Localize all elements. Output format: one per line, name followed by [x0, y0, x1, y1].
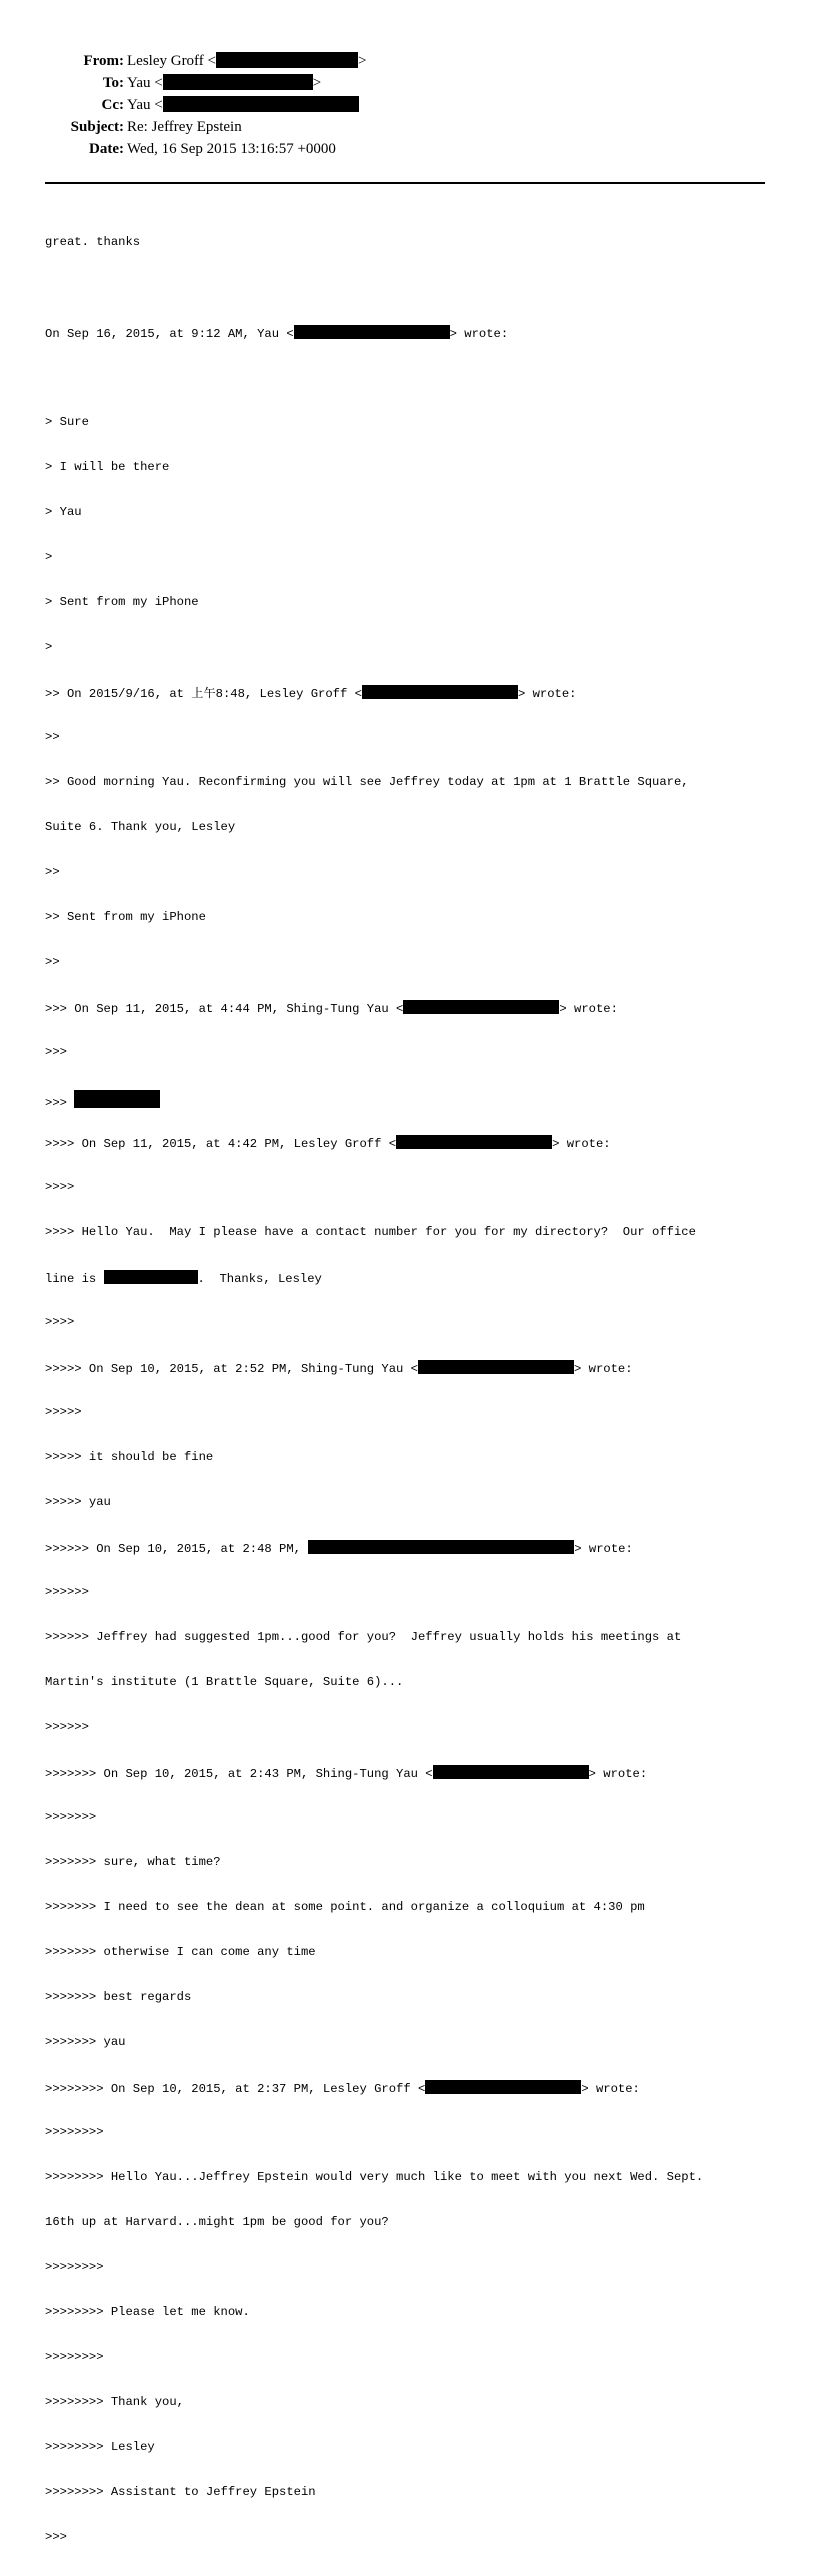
- body-line: line is . Thanks, Lesley: [45, 1272, 322, 1286]
- body-line: >>>>>>> I need to see the dean at some point. and organize a colloquium at 4:30 pm: [45, 1900, 645, 1914]
- to-label: To:: [102, 75, 124, 91]
- body-line: >>>>>>> On Sep 10, 2015, at 2:43 PM, Shing-Tung Yau < > wrote:: [45, 1767, 648, 1781]
- body-line: >>: [45, 730, 60, 744]
- cc-row: [0, 94, 816, 116]
- body-line: >>>>>>: [45, 1585, 89, 1599]
- body-line: >>: [45, 865, 60, 879]
- body-line: >>>>: [45, 1315, 75, 1329]
- body-line: >>>>>> On Sep 10, 2015, at 2:48 PM, > wrote:: [45, 1542, 633, 1556]
- body-line: >>>>>>> sure, what time?: [45, 1855, 221, 1869]
- body-line: [45, 280, 775, 295]
- redaction-bar: [163, 74, 313, 90]
- body-line: >>>>>>>> Thank you,: [45, 2395, 184, 2409]
- body-line: >>> On Sep 11, 2015, at 4:44 PM, Shing-Tung Yau < > wrote:: [45, 1002, 618, 1016]
- from-value: Lesley Groff < >: [127, 53, 367, 69]
- body-line: > Sure: [45, 415, 89, 429]
- body-line: >>>>>>>> Hello Yau...Jeffrey Epstein would very much like to meet with you next Wed. Sept.: [45, 2170, 704, 2184]
- body-line: >>>>>: [45, 1405, 82, 1419]
- cc-label: Cc:: [101, 97, 124, 113]
- body-line: 16th up at Harvard...might 1pm be good for you?: [45, 2215, 389, 2229]
- redaction-bar: [163, 96, 359, 112]
- redaction-bar: [104, 1270, 198, 1284]
- body-line: >>>>>>>: [45, 1810, 97, 1824]
- from-row: [0, 50, 816, 72]
- redaction-bar: [403, 1000, 559, 1014]
- redaction-bar: [294, 325, 450, 339]
- body-line: >> Good morning Yau. Reconfirming you will see Jeffrey today at 1pm at 1 Brattle Square,: [45, 775, 689, 789]
- date-label: Date:: [89, 141, 124, 157]
- to-value: Yau < >: [127, 75, 322, 91]
- body-line: >>: [45, 955, 60, 969]
- redaction-bar: [433, 1765, 589, 1779]
- date-row: [0, 138, 816, 160]
- redaction-bar: [418, 1360, 574, 1374]
- body-line: great. thanks: [45, 235, 141, 249]
- body-line: >>>: [45, 1090, 775, 1105]
- body-line: >>>: [45, 2530, 67, 2544]
- body-line: >>>>>>>>: [45, 2125, 104, 2139]
- body-line: >>>>>>>> On Sep 10, 2015, at 2:37 PM, Lesley Groff < > wrote:: [45, 2082, 640, 2096]
- email-header: [0, 50, 816, 160]
- body-line: >>>>: [45, 1180, 75, 1194]
- body-line: >>>>>>> yau: [45, 2035, 126, 2049]
- body-line: >: [45, 640, 53, 654]
- body-line: >>>>>>>>: [45, 2350, 104, 2364]
- from-label: From:: [83, 53, 124, 69]
- to-row: [0, 72, 816, 94]
- body-line: >>>> On Sep 11, 2015, at 4:42 PM, Lesley Groff < > wrote:: [45, 1137, 611, 1151]
- redaction-bar: [216, 52, 358, 68]
- body-line: >>>> Hello Yau. May I please have a contact number for you for my directory? Our office: [45, 1225, 696, 1239]
- header-divider: [45, 182, 765, 184]
- body-line: >> On 2015/9/16, at 上午8:48, Lesley Groff < > wrote:: [45, 687, 577, 701]
- body-line: >>>>>>>> Please let me know.: [45, 2305, 250, 2319]
- body-line: Suite 6. Thank you, Lesley: [45, 820, 236, 834]
- body-line: >: [45, 550, 53, 564]
- body-line: >> Sent from my iPhone: [45, 910, 206, 924]
- body-line: >>>>>>> best regards: [45, 1990, 192, 2004]
- body-line: >>>>>>>>: [45, 2260, 104, 2274]
- body-line: >>>>>>>> Lesley: [45, 2440, 155, 2454]
- body-line: >>>>>>>> Assistant to Jeffrey Epstein: [45, 2485, 316, 2499]
- body-line: >>>>>>> otherwise I can come any time: [45, 1945, 316, 1959]
- body-line: >>>: [45, 1045, 67, 1059]
- redaction-bar: [74, 1090, 160, 1108]
- date-value: Wed, 16 Sep 2015 13:16:57 +0000: [127, 141, 336, 157]
- redaction-bar: [396, 1135, 552, 1149]
- body-line: >>>>> it should be fine: [45, 1450, 214, 1464]
- body-line: Martin's institute (1 Brattle Square, Suite 6)...: [45, 1675, 404, 1689]
- body-line: >>>>>> Jeffrey had suggested 1pm...good for you? Jeffrey usually holds his meetings at: [45, 1630, 682, 1644]
- subject-value: Re: Jeffrey Epstein: [127, 119, 242, 135]
- body-line: On Sep 16, 2015, at 9:12 AM, Yau < > wrote:: [45, 327, 509, 341]
- redaction-bar: [362, 685, 518, 699]
- email-body: [45, 205, 775, 2560]
- cc-value: Yau <: [127, 94, 359, 116]
- body-line: >>>>> yau: [45, 1495, 111, 1509]
- subject-label: Subject:: [70, 119, 124, 135]
- body-line: >>>>>>: [45, 1720, 89, 1734]
- redaction-bar: [308, 1540, 574, 1554]
- subject-row: [0, 116, 816, 138]
- body-line: > Sent from my iPhone: [45, 595, 199, 609]
- body-line: > I will be there: [45, 460, 170, 474]
- body-line: > Yau: [45, 505, 82, 519]
- body-line: >>>>> On Sep 10, 2015, at 2:52 PM, Shing-Tung Yau < > wrote:: [45, 1362, 633, 1376]
- redaction-bar: [425, 2080, 581, 2094]
- body-line: [45, 370, 775, 385]
